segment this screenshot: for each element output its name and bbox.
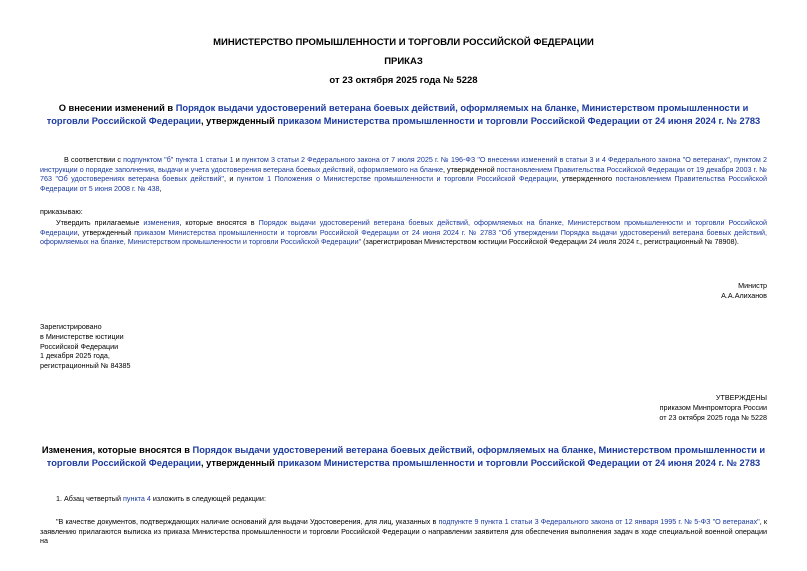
approve-link[interactable]: приказом Министерства промышленности и торговли Российской Федерации от 24 июня 2024 г. № 2783 "Об утверждении Порядка выдачи удостоверений ветерана боевых действий, оформляемых на бланке, Министерством промышленности и торговли Российской Федерации"	[40, 227, 767, 247]
order-date-number: от 23 октября 2025 года № 5228	[329, 75, 478, 86]
approve-link[interactable]: Порядок выдачи удостоверений ветерана боевых действий, оформляемых на бланке, Министерством промышленности и торговли Российской Федерации	[40, 218, 767, 237]
preamble-text: , утвержденной	[443, 164, 497, 174]
item-1-text: 1. Абзац четвертый	[56, 494, 123, 503]
approve-text: , утвержденный	[77, 227, 135, 237]
registration-line: Российской Федерации	[40, 341, 119, 351]
preamble-text: , утвержденного	[556, 174, 616, 184]
approve-text: , которые вносятся в	[179, 218, 259, 227]
item-1-link[interactable]: пункта 4	[123, 494, 151, 503]
order-title	[40, 102, 767, 127]
quote-paragraph	[40, 517, 767, 546]
registration-line: в Министерстве юстиции	[40, 331, 124, 341]
preamble-link[interactable]: пунктом 2 инструкции о порядке заполнения, выдачи и учета удостоверения ветерана боевых действий, оформляемого на бланке	[40, 155, 768, 174]
signature-name: А.А.Алиханов	[721, 290, 767, 300]
approve-paragraph	[40, 218, 767, 247]
order-title-link-order[interactable]: приказом Министерства промышленности и торговли Российской Федерации от 24 июня 2024 г. № 2783	[277, 115, 761, 126]
preamble-text: и	[233, 155, 242, 164]
approve-text: (зарегистрирован Министерством юстиции Российской Федерации 24 июля 2024 г., регистрационный № 78908).	[361, 237, 739, 247]
quote-text: , к заявлению прилагаются выписка из приказа Министерства промышленности и торговли Российской Федерации о направлении заявителя для обеспечения выполнения задач в ходе специальной военной операции на	[40, 517, 767, 546]
registration-block	[40, 322, 130, 371]
approve-link[interactable]: изменения	[143, 218, 180, 227]
changes-title-link-procedure[interactable]: Порядок выдачи удостоверений ветерана боевых действий, оформляемых на бланке, Министерством промышленности и торговли Российской Федерации	[46, 445, 766, 468]
changes-title	[40, 444, 767, 469]
preamble-link[interactable]: постановлением Правительства Российской Федерации от 5 июня 2008 г. № 438	[40, 174, 767, 193]
signature-block	[721, 281, 767, 300]
approved-block	[659, 393, 767, 423]
preamble-text: ,	[159, 183, 162, 193]
doc-type-heading: ПРИКАЗ	[384, 56, 423, 67]
registration-line: 1 декабря 2025 года,	[40, 351, 110, 361]
item-1-text: изложить в следующей редакции:	[150, 494, 266, 503]
registration-line: регистрационный № 84385	[40, 361, 131, 371]
preamble-link[interactable]: пунктом 3 статьи 2 Федерального закона от 7 июля 2025 г. № 196-ФЗ "О внесении изменений в статьи 3 и 4 Федерального закона "О ветеранах"	[241, 155, 730, 164]
order-title-text: , утвержденный	[200, 115, 278, 126]
order-title-link-procedure[interactable]: Порядок выдачи удостоверений ветерана боевых действий, оформляемых на бланке, Министерством промышленности и торговли Российской Федерации	[46, 103, 749, 126]
quote-text: "В качестве документов, подтверждающих наличие оснований для выдачи Удостоверения, для лиц, указанных в	[56, 517, 439, 526]
preamble-text: , и	[223, 174, 237, 184]
signature-role: Министр	[738, 281, 767, 290]
changes-title-link-order[interactable]: приказом Министерства промышленности и торговли Российской Федерации от 24 июня 2024 г. № 2783	[277, 457, 761, 468]
preamble-link[interactable]: подпунктом "б" пункта 1 статьи 1	[123, 155, 234, 164]
order-word: приказываю:	[40, 207, 83, 216]
item-1	[56, 494, 266, 504]
changes-title-text: Изменения, которые вносятся в	[41, 445, 193, 455]
registration-line: Зарегистрировано	[40, 322, 102, 331]
changes-title-text: , утвержденный	[200, 457, 278, 468]
order-title-text: О внесении изменений в	[58, 103, 176, 113]
quote-link[interactable]: подпункте 9 пункта 1 статьи 3 Федерального закона от 12 января 1995 г. № 5-ФЗ "О ветеранах"	[438, 517, 760, 526]
approve-text: Утвердить прилагаемые	[56, 218, 144, 227]
preamble-link[interactable]: постановлением Правительства Российской Федерации от 19 декабря 2003 г. № 763 "Об удостоверениях ветерана боевых действий"	[40, 164, 767, 184]
preamble-text: В соответствии с	[64, 155, 124, 164]
preamble-link[interactable]: пунктом 1 Положения о Министерстве промышленности и торговли Российской Федерации	[236, 174, 557, 184]
preamble-text: ,	[729, 155, 734, 164]
approved-line: УТВЕРЖДЕНЫ	[715, 393, 767, 402]
ministry-heading: МИНИСТЕРСТВО ПРОМЫШЛЕННОСТИ И ТОРГОВЛИ РОССИЙСКОЙ ФЕДЕРАЦИИ	[213, 37, 594, 48]
preamble-paragraph	[40, 155, 767, 193]
approved-line: от 23 октября 2025 года № 5228	[659, 413, 767, 422]
approved-line: приказом Минпромторга России	[659, 403, 767, 412]
